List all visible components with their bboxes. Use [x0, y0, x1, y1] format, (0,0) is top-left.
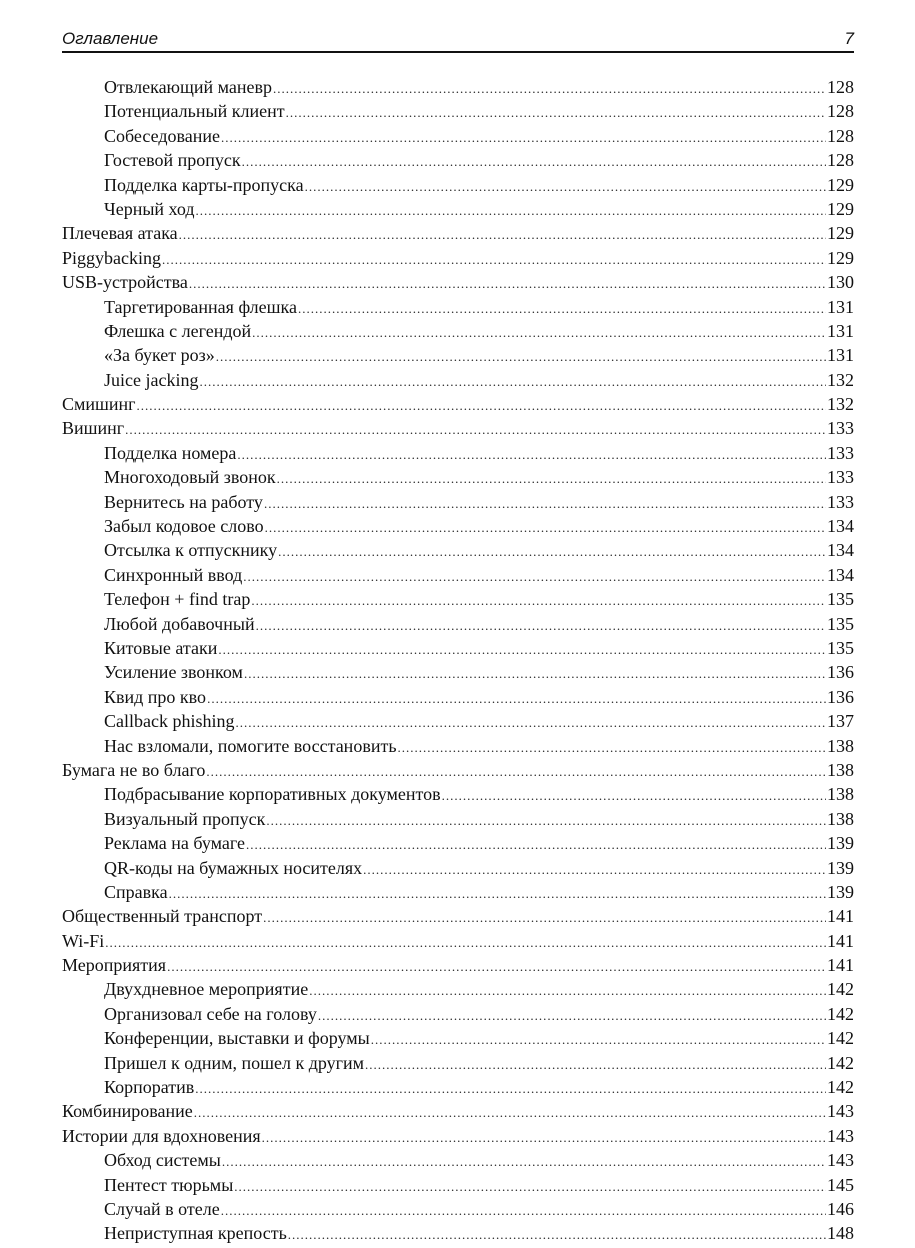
- toc-entry-page-number: 139: [827, 857, 854, 878]
- dot-leader: [235, 711, 826, 735]
- dot-leader: [244, 662, 826, 686]
- toc-subentry: [62, 612, 854, 636]
- toc-entry-page-number: 134: [827, 564, 854, 585]
- dot-leader: [169, 882, 826, 906]
- toc-subentry: [62, 148, 854, 172]
- toc-entry-page-number: 128: [827, 150, 854, 171]
- toc-entry-page-number: 142: [827, 1003, 854, 1024]
- dot-leader: [189, 272, 826, 296]
- toc-entry-title: Неприступная крепость: [104, 1223, 287, 1244]
- toc-entry-page-number: 138: [827, 735, 854, 756]
- dot-leader: [207, 687, 826, 711]
- toc-entry: [62, 416, 854, 440]
- dot-leader: [125, 418, 826, 442]
- toc-subentry: [62, 368, 854, 392]
- toc-entry: [62, 929, 854, 953]
- toc-subentry: [62, 831, 854, 855]
- dot-leader: [305, 175, 826, 199]
- toc-entry: [62, 1124, 854, 1148]
- toc-subentry: [62, 490, 854, 514]
- toc-entry-title: Плечевая атака: [62, 223, 178, 244]
- toc-entry-title: Потенциальный клиент: [104, 101, 285, 122]
- toc-entry-page-number: 146: [827, 1198, 854, 1219]
- toc-entry-title: Отвлекающий маневр: [104, 77, 273, 97]
- toc-entry-title: Wi-Fi: [62, 930, 105, 951]
- dot-leader: [442, 784, 826, 808]
- dot-leader: [286, 101, 826, 125]
- toc-subentry: [62, 660, 854, 684]
- toc-entry-page-number: 143: [827, 1101, 854, 1122]
- toc-entry-page-number: 141: [827, 930, 854, 951]
- toc-entry-title: Пентест тюрьмы: [104, 1174, 234, 1195]
- toc-entry-title: Любой добавочный: [104, 613, 255, 634]
- dot-leader: [167, 955, 826, 979]
- toc-subentry: [62, 441, 854, 465]
- dot-leader: [243, 565, 826, 589]
- dot-leader: [195, 1077, 826, 1101]
- dot-leader: [298, 297, 826, 321]
- toc-entry-title: Реклама на бумаге: [104, 833, 245, 854]
- toc-entry-page-number: 135: [827, 637, 854, 658]
- toc-entry-title: Бумага не во благо: [62, 759, 206, 780]
- toc-entry-title: Собеседование: [104, 125, 220, 146]
- dot-leader: [256, 614, 826, 638]
- toc-entry-title: Синхронный ввод: [104, 564, 243, 585]
- toc-entry-page-number: 131: [827, 296, 854, 317]
- toc-subentry: [62, 709, 854, 733]
- toc-entry-title: Телефон + find trap: [104, 589, 251, 610]
- toc-entry-title: Вишинг: [62, 418, 125, 439]
- dot-leader: [246, 833, 826, 857]
- toc-subentry: [62, 734, 854, 758]
- toc-entry-page-number: 136: [827, 686, 854, 707]
- dot-leader: [264, 492, 826, 516]
- toc-entry-title: Piggybacking: [62, 247, 161, 268]
- toc-entry-title: Гостевой пропуск: [104, 150, 241, 171]
- toc-entry-page-number: 129: [827, 198, 854, 219]
- toc-entry-title: Конференции, выставки и форумы: [104, 1028, 370, 1049]
- toc-entry-page-number: 134: [827, 516, 854, 537]
- dot-leader: [105, 931, 826, 955]
- toc-subentry: [62, 514, 854, 538]
- toc-entry: [62, 246, 854, 270]
- toc-entry-page-number: 143: [827, 1125, 854, 1146]
- dot-leader: [309, 979, 826, 1003]
- toc-subentry: [62, 636, 854, 660]
- dot-leader: [206, 760, 826, 784]
- toc-entry-title: Общественный транспорт: [62, 906, 263, 927]
- toc-entry-title: Подбрасывание корпоративных документов: [104, 784, 441, 805]
- toc-subentry: [62, 856, 854, 880]
- dot-leader: [278, 540, 826, 564]
- toc-subentry: [62, 465, 854, 489]
- dot-leader: [251, 589, 826, 613]
- dot-leader: [218, 638, 826, 662]
- toc-entry-title: Двухдневное мероприятие: [104, 979, 309, 1000]
- toc-subentry: [62, 1051, 854, 1075]
- toc-entry-page-number: 142: [827, 979, 854, 1000]
- toc-entry-page-number: 135: [827, 589, 854, 610]
- toc-entry-title: Смишинг: [62, 394, 136, 415]
- toc-entry-page-number: 139: [827, 881, 854, 902]
- toc-subentry: [62, 782, 854, 806]
- dot-leader: [196, 199, 826, 223]
- dot-leader: [273, 77, 826, 101]
- toc-entry-title: Организовал себе на голову: [104, 1003, 317, 1024]
- toc-entry-page-number: 141: [827, 955, 854, 976]
- toc-entry: [62, 1099, 854, 1123]
- toc-entry-title: Juice jacking: [104, 369, 199, 390]
- dot-leader: [266, 809, 826, 833]
- toc-subentry: [62, 977, 854, 1001]
- dot-leader: [222, 1150, 826, 1174]
- toc-entry-page-number: 137: [827, 711, 854, 732]
- toc-entry-title: Таргетированная флешка: [104, 296, 297, 317]
- toc-entry-title: USB-устройства: [62, 272, 188, 293]
- toc-entry-page-number: 139: [827, 833, 854, 854]
- toc-entry-page-number: 129: [827, 223, 854, 244]
- dot-leader: [179, 223, 826, 247]
- toc-subentry: [62, 124, 854, 148]
- running-header-page-number: 7: [844, 29, 854, 48]
- dot-leader: [363, 858, 826, 882]
- toc-entry: [62, 221, 854, 245]
- toc-entry-page-number: 133: [827, 418, 854, 439]
- toc-entry-page-number: 138: [827, 808, 854, 829]
- toc-entry-title: «За букет роз»: [104, 345, 215, 366]
- toc-entry-page-number: 135: [827, 613, 854, 634]
- toc-entry-page-number: 130: [827, 272, 854, 293]
- toc-subentry: [62, 1026, 854, 1050]
- toc-subentry: [62, 319, 854, 343]
- toc-subentry: [62, 1002, 854, 1026]
- dot-leader: [371, 1028, 826, 1052]
- toc-entry-title: Мероприятия: [62, 955, 167, 976]
- toc-entry-page-number: 129: [827, 247, 854, 268]
- toc-entry: [62, 270, 854, 294]
- toc-subentry: [62, 99, 854, 123]
- toc-entry-page-number: 133: [827, 467, 854, 488]
- toc-subentry: [62, 173, 854, 197]
- toc-entry-page-number: 145: [827, 1174, 854, 1195]
- toc-entry-page-number: 129: [827, 174, 854, 195]
- toc-entry-page-number: 142: [827, 1028, 854, 1049]
- dot-leader: [221, 1199, 826, 1223]
- dot-leader: [194, 1101, 826, 1125]
- toc-entry-page-number: 136: [827, 662, 854, 683]
- toc-entry-page-number: 142: [827, 1077, 854, 1098]
- running-header: [62, 27, 854, 53]
- toc-entry-page-number: 132: [827, 369, 854, 390]
- toc-subentry: [62, 1148, 854, 1172]
- toc-entry: [62, 953, 854, 977]
- toc-entry-title: Обход системы: [104, 1150, 221, 1171]
- toc-entry-page-number: 128: [827, 125, 854, 146]
- toc-entry-page-number: 132: [827, 394, 854, 415]
- toc-entry-title: QR-коды на бумажных носителях: [104, 857, 363, 878]
- toc-entry-title: Флешка с легендой: [104, 320, 252, 341]
- toc-subentry: [62, 685, 854, 709]
- dot-leader: [318, 1004, 826, 1028]
- toc-entry-title: Визуальный пропуск: [104, 808, 266, 829]
- toc-entry-page-number: 133: [827, 442, 854, 463]
- dot-leader: [234, 1175, 826, 1199]
- toc-subentry: [62, 807, 854, 831]
- dot-leader: [216, 345, 826, 369]
- toc-subentry: [62, 538, 854, 562]
- dot-leader: [288, 1223, 826, 1247]
- toc-entry-title: Справка: [104, 881, 168, 902]
- toc-entry-page-number: 138: [827, 759, 854, 780]
- toc-entry-title: Многоходовый звонок: [104, 467, 276, 488]
- toc-entry-title: Callback phishing: [104, 711, 235, 732]
- toc-subentry: [62, 563, 854, 587]
- toc-entry-title: Китовые атаки: [104, 637, 218, 658]
- toc-subentry: [62, 343, 854, 367]
- toc-subentry: [62, 880, 854, 904]
- toc-entry-page-number: 128: [827, 101, 854, 122]
- dot-leader: [237, 443, 826, 467]
- dot-leader: [242, 150, 826, 174]
- toc-subentry: [62, 1173, 854, 1197]
- toc-entry-title: Отсылка к отпускнику: [104, 540, 278, 561]
- toc-entry-page-number: 131: [827, 345, 854, 366]
- toc-entry-title: Квид про кво: [104, 686, 207, 707]
- dot-leader: [277, 467, 826, 491]
- toc-entry-page-number: 142: [827, 1052, 854, 1073]
- toc-entry-title: Забыл кодовое слово: [104, 516, 264, 537]
- dot-leader: [137, 394, 826, 418]
- toc-entry: [62, 904, 854, 928]
- toc-subentry: [62, 1075, 854, 1099]
- dot-leader: [262, 1126, 826, 1150]
- toc-entry-title: Подделка карты-пропуска: [104, 174, 304, 195]
- toc-entry-page-number: 141: [827, 906, 854, 927]
- toc-subentry: [62, 75, 854, 99]
- toc-subentry: [62, 295, 854, 319]
- toc-subentry: [62, 1221, 854, 1245]
- toc-entry: [62, 392, 854, 416]
- toc-entry-title: Подделка номера: [104, 442, 237, 463]
- dot-leader: [199, 370, 826, 394]
- toc-entry-title: Вернитесь на работу: [104, 491, 263, 512]
- toc-entry-title: Черный ход: [104, 198, 195, 219]
- dot-leader: [252, 321, 826, 345]
- toc-subentry: [62, 197, 854, 221]
- toc-entry-page-number: 131: [827, 320, 854, 341]
- toc-entry-title: Истории для вдохновения: [62, 1125, 261, 1146]
- dot-leader: [398, 736, 826, 760]
- table-of-contents: [62, 75, 854, 1246]
- dot-leader: [365, 1053, 826, 1077]
- toc-entry-page-number: 128: [827, 77, 854, 97]
- toc-entry-title: Нас взломали, помогите восстановить: [104, 735, 397, 756]
- dot-leader: [263, 906, 826, 930]
- dot-leader: [221, 126, 826, 150]
- toc-entry-page-number: 134: [827, 540, 854, 561]
- toc-entry-title: Корпоратив: [104, 1077, 195, 1098]
- toc-entry-title: Случай в отеле: [104, 1198, 220, 1219]
- running-header-title: Оглавление: [62, 29, 159, 48]
- toc-subentry: [62, 587, 854, 611]
- toc-entry-page-number: 133: [827, 491, 854, 512]
- toc-entry-title: Пришел к одним, пошел к другим: [104, 1052, 365, 1073]
- toc-entry-title: Комбинирование: [62, 1101, 193, 1122]
- dot-leader: [265, 516, 826, 540]
- dot-leader: [162, 248, 826, 272]
- toc-subentry: [62, 1197, 854, 1221]
- toc-entry-page-number: 143: [827, 1150, 854, 1171]
- toc-entry: [62, 758, 854, 782]
- toc-entry-page-number: 148: [827, 1223, 854, 1244]
- toc-entry-page-number: 138: [827, 784, 854, 805]
- toc-entry-title: Усиление звонком: [104, 662, 243, 683]
